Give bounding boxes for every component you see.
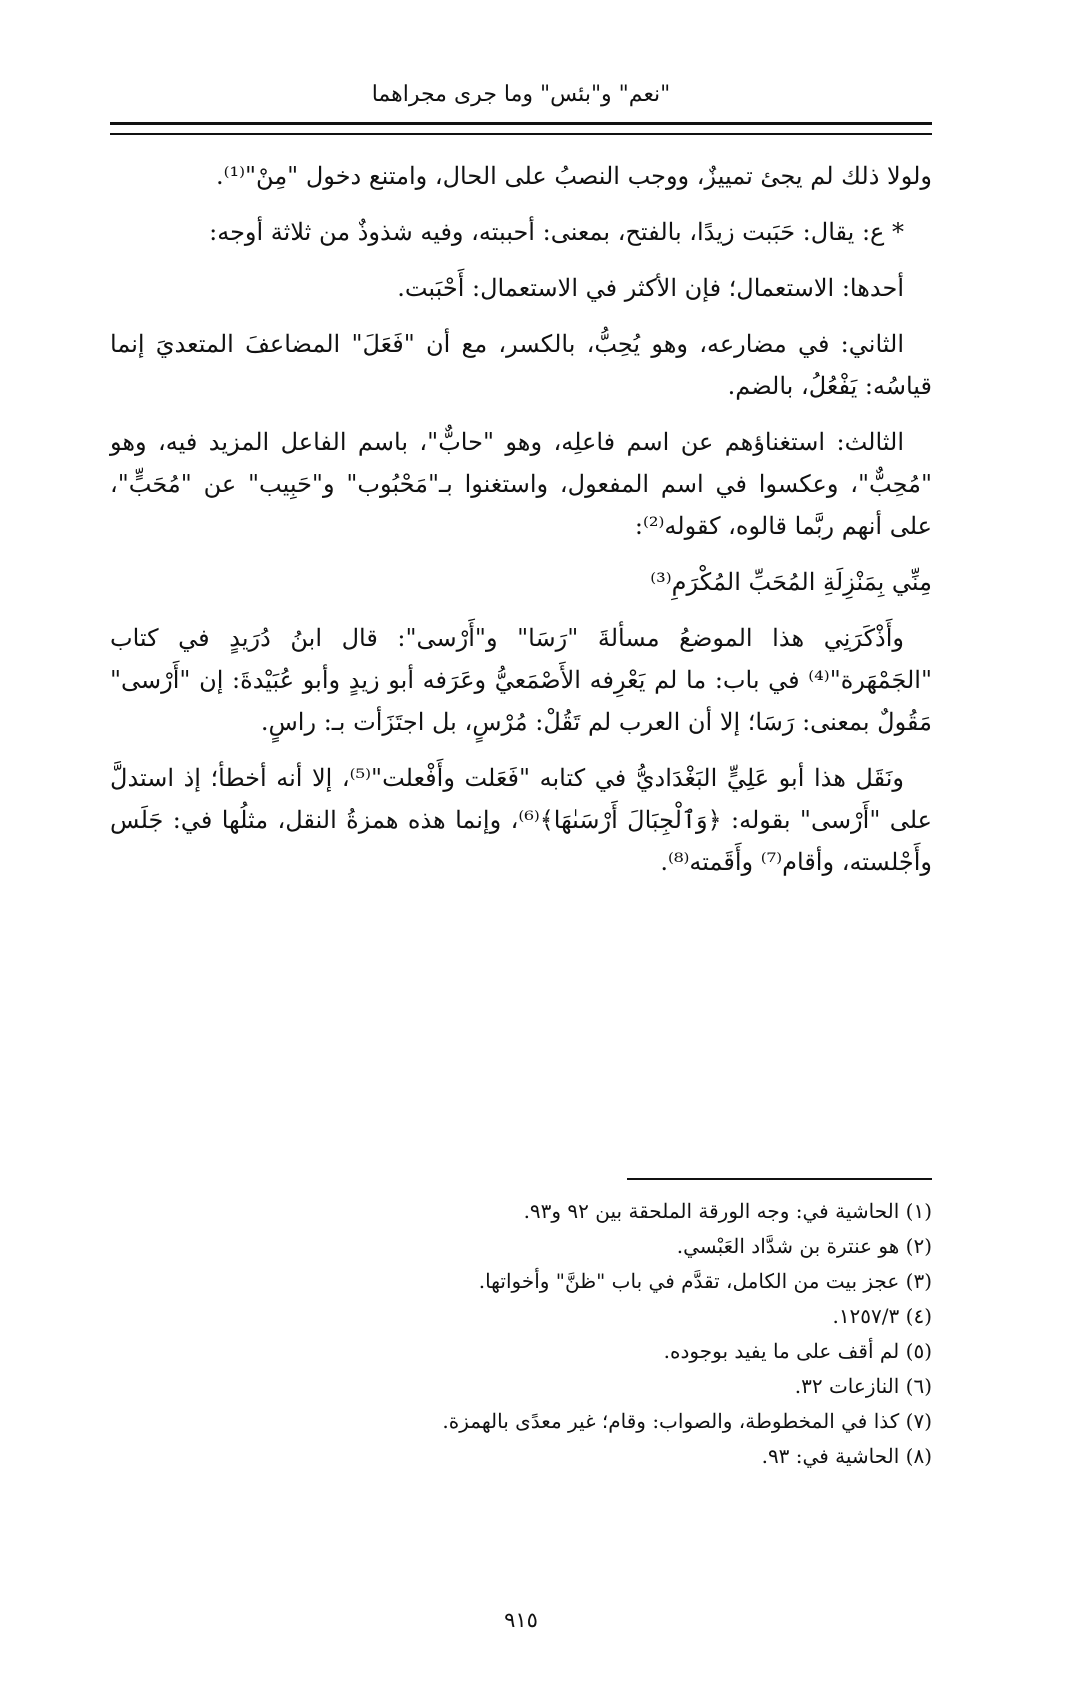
footnote-8: (٨) الحاشية في: ٩٣. [761,1444,932,1468]
paragraph-4: الثاني: في مضارعه، وهو يُحِبُّ، بالكسر، مع أن "فَعَلَ" المضاعفَ المتعديَ إنما قياسُه: يَفْعُلُ، بالضم. [110,330,932,400]
header-rule-thick [110,122,932,125]
footnote-3: (٣) عجز بيت من الكامل، تقدَّم في باب "ظنَّ" وأخواتها. [478,1269,932,1293]
paragraph-2: * ع: يقال: حَبَبت زيدًا، بالفتح، بمعنى: أحببته، وفيه شذوذٌ من ثلاثة أوجه: [209,218,904,246]
verse-line: مِنِّي بِمَنْزِلَةِ المُحَبِّ المُكْرَمِ⁽³⁾ [650,568,932,596]
footnote-separator [627,1178,932,1180]
header-rule-thin [110,133,932,135]
footnote-7: (٧) كذا في المخطوطة، والصواب: وقام؛ غير معدًى بالهمزة. [442,1409,932,1433]
paragraph-1: ولولا ذلك لم يجئ تمييزٌ، ووجب النصبُ على الحال، وامتنع دخول "مِنْ"⁽¹⁾. [215,162,932,190]
page-number: ٩١٥ [504,1608,538,1632]
footnote-4: (٤) ١٢٥٧/٣. [832,1304,932,1328]
footnote-2: (٢) هو عنترة بن شدَّاد العَبْسي. [676,1234,932,1258]
main-text [110,155,932,897]
paragraph-5: الثالث: استغناؤهم عن اسم فاعلِه، وهو "حابٌّ"، باسم الفاعل المزيد فيه، وهو "مُحِبٌّ"، وعكسوا في اسم المفعول، واستغنوا بـ"مَحْبُوب" و"حَبِيب" عن "مُحَبٍّ"، على أنهم ربَّما قالوه، كقوله⁽²⁾: [110,428,932,540]
footnote-5: (٥) لم أقف على ما يفيد بوجوده. [663,1339,932,1363]
paragraph-6: وأَذْكَرَنِي هذا الموضعُ مسألةَ "رَسَا" و"أَرْسى": قال ابنُ دُرَيدٍ في كتاب "الجَمْهَرة"⁽⁴⁾ في باب: ما لم يَعْرِفه الأَصْمَعيُّ وعَرَفه أبو زيدٍ وأبو عُبَيْدةَ: إن "أَرْسى" مَقُولٌ بمعنى: رَسَا؛ إلا أن العرب لم تَقُلْ: مُرْسٍ، بل اجتَزَأت بـ: راسٍ. [110,624,932,736]
paragraph-7: ونَقَل هذا أبو عَلِيٍّ البَغْدَاديُّ في كتابه "فَعَلت وأَفْعلت"⁽⁵⁾، إلا أنه أخطأ؛ إذ استدلَّ على "أَرْسى" بقوله: ﴿وَٱلْجِبَالَ أَرْسَىٰهَا﴾⁽⁶⁾، وإنما هذه همزةُ النقل، مثلُها في: جَلَس وأَجْلسته، وأقام⁽⁷⁾ وأَقَمته⁽⁸⁾. [110,764,932,876]
footnote-1: (١) الحاشية في: وجه الورقة الملحقة بين ٩٢ و٩٣. [523,1199,932,1223]
footnotes [110,1194,932,1474]
footnote-6: (٦) النازعات ٣٢. [794,1374,932,1398]
paragraph-3: أحدها: الاستعمال؛ فإن الأكثر في الاستعمال: أَحْبَبت. [397,274,904,302]
running-header: "نعم" و"بئس" وما جرى مجراهما [371,82,671,107]
